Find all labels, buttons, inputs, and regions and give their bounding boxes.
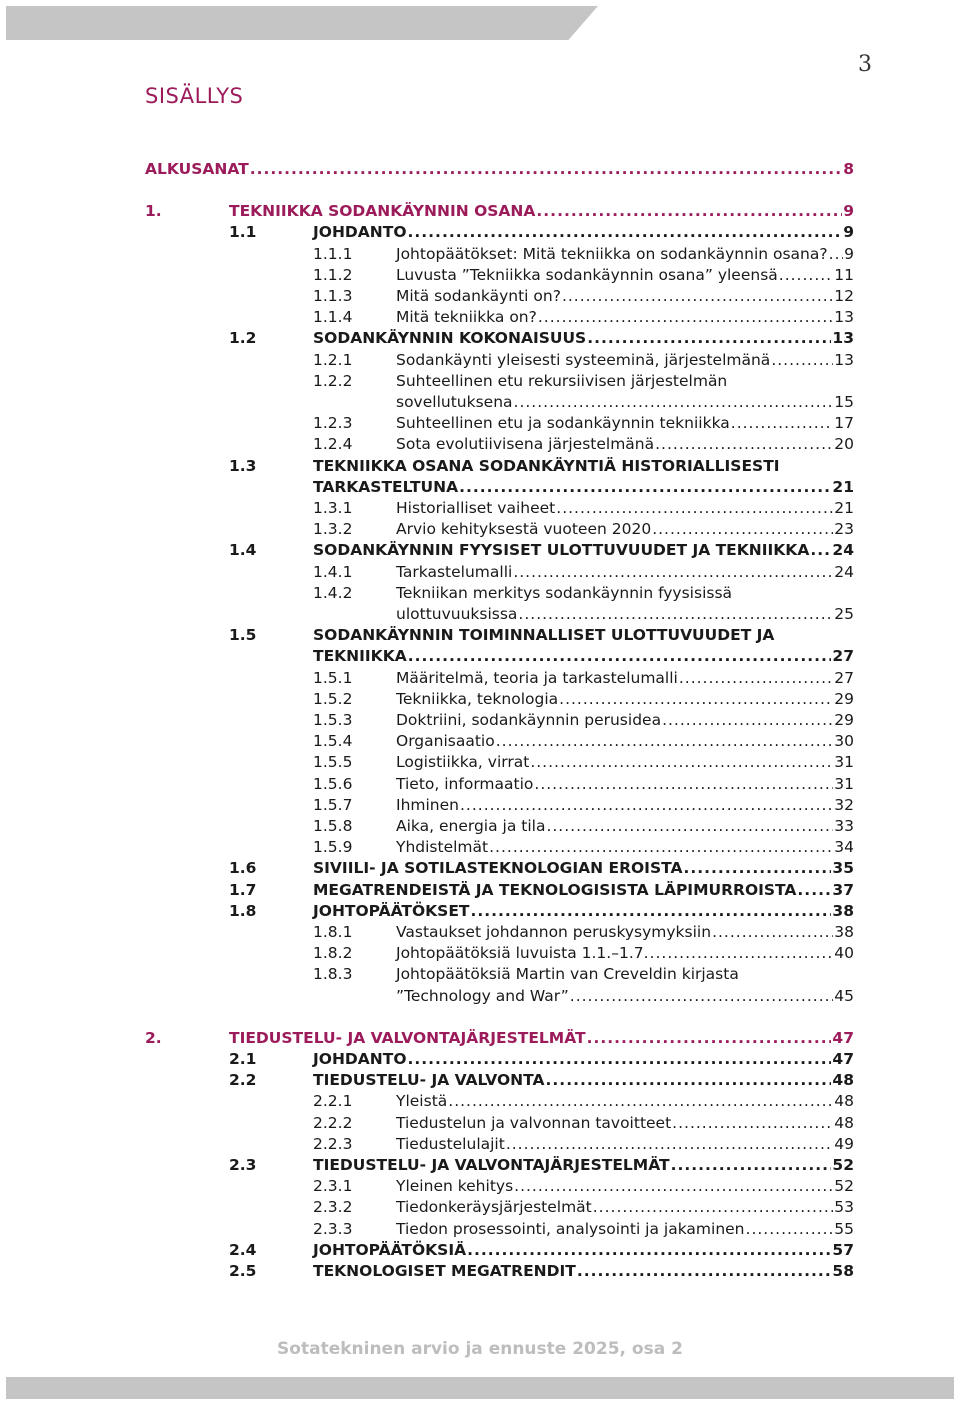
toc-entry-title: JOHDANTO — [313, 223, 407, 241]
toc-entry-number: 1.3.2 — [313, 520, 353, 538]
dot-leader — [534, 774, 833, 795]
toc-entry — [0, 328, 960, 349]
toc-entry-page: 34 — [834, 838, 854, 856]
toc-entry-number: 2.5 — [229, 1262, 257, 1280]
toc-entry-page: 38 — [832, 902, 854, 920]
toc-entry-title: Tekniikka, teknologia — [396, 690, 559, 708]
toc-entry-number: 1.1.2 — [313, 266, 353, 284]
toc-entry — [0, 350, 960, 371]
toc-entry — [0, 1176, 960, 1197]
toc-entry-page: 57 — [832, 1241, 854, 1259]
toc-entry-number: 1.4 — [229, 541, 257, 559]
toc-entry-title: Johtopäätöksiä Martin van Creveldin kirjasta — [396, 965, 739, 983]
toc-entry-number: 1.8.2 — [313, 944, 353, 962]
dot-leader — [652, 519, 833, 540]
toc-entry — [0, 1134, 960, 1155]
toc-entry — [0, 562, 960, 583]
toc-entry-number: 2.3.3 — [313, 1220, 353, 1238]
dot-leader — [250, 159, 843, 180]
toc-entry-page: 48 — [834, 1092, 854, 1110]
toc-entry-page: 8 — [843, 160, 854, 178]
toc-entry-title: Tiedon prosessointi, analysointi ja jakaminen — [396, 1220, 745, 1238]
dot-leader — [546, 816, 833, 837]
toc-entry-page: 38 — [834, 923, 854, 941]
toc-entry-title-continued: sovellutuksena — [396, 393, 513, 411]
dot-leader — [530, 752, 833, 773]
toc-entry-page: 32 — [834, 796, 854, 814]
toc-entry-title: Tekniikan merkitys sodankäynnin fyysisissä — [396, 584, 733, 602]
toc-entry-page: 47 — [832, 1050, 854, 1068]
toc-entry-title: JOHTOPÄÄTÖKSET — [313, 902, 470, 920]
bottom-decorative-band — [6, 1377, 954, 1399]
toc-entry-title: Tarkastelumalli — [396, 563, 513, 581]
dot-leader — [779, 265, 834, 286]
dot-leader — [546, 1070, 832, 1091]
dot-leader — [470, 901, 831, 922]
toc-entry-page: 37 — [832, 881, 854, 899]
dot-leader — [672, 1113, 833, 1134]
page-title: SISÄLLYS — [145, 84, 244, 108]
toc-entry-title: SODANKÄYNNIN KOKONAISUUS — [313, 329, 587, 347]
toc-entry-number: 1.5.7 — [313, 796, 353, 814]
toc-entry-page: 45 — [834, 987, 854, 1005]
dot-leader — [489, 837, 833, 858]
toc-entry — [0, 1070, 960, 1091]
toc-entry-number: 1.1.4 — [313, 308, 353, 326]
toc-entry-number: 1.5.9 — [313, 838, 353, 856]
toc-entry-title: Johtopäätöksiä luvuista 1.1.–1.7. — [396, 944, 649, 962]
toc-entry-page: 48 — [834, 1114, 854, 1132]
toc-entry — [0, 774, 960, 795]
toc-entry-title: JOHDANTO — [313, 1050, 407, 1068]
dot-leader — [538, 307, 833, 328]
toc-entry-title: Doktriini, sodankäynnin perusidea — [396, 711, 662, 729]
toc-entry — [0, 964, 960, 985]
toc-entry-number: 1.5.1 — [313, 669, 353, 687]
toc-entry — [0, 1113, 960, 1134]
toc-entry-title: TIEDUSTELU- JA VALVONTAJÄRJESTELMÄT — [229, 1029, 586, 1047]
dot-leader — [536, 201, 842, 222]
dot-leader — [408, 646, 832, 667]
toc-entry-page: 17 — [834, 414, 854, 432]
dot-leader — [467, 1240, 831, 1261]
toc-entry — [0, 625, 960, 646]
toc-entry-number: 2. — [145, 1029, 162, 1047]
toc-entry — [0, 413, 960, 434]
toc-entry-title: Ihminen — [396, 796, 459, 814]
toc-entry-number: 1.5.3 — [313, 711, 353, 729]
dot-leader — [731, 413, 834, 434]
toc-entry-page: 9 — [843, 202, 854, 220]
toc-entry-number: 1.4.2 — [313, 584, 353, 602]
toc-entry-title: Vastaukset johdannon peruskysymyksiin — [396, 923, 712, 941]
toc-entry — [0, 710, 960, 731]
toc-entry-page: 13 — [834, 308, 854, 326]
toc-entry — [0, 434, 960, 455]
toc-entry — [0, 752, 960, 773]
toc-entry — [0, 392, 960, 413]
toc-entry — [0, 244, 960, 265]
dot-leader — [559, 689, 833, 710]
dot-leader — [577, 1261, 832, 1282]
toc-entry-page: 9 — [843, 223, 854, 241]
toc-entry-title: JOHTOPÄÄTÖKSIÄ — [313, 1241, 467, 1259]
top-decorative-band — [6, 6, 598, 40]
toc-entry-title: TIEDUSTELU- JA VALVONTAJÄRJESTELMÄT — [313, 1156, 670, 1174]
toc-entry — [0, 986, 960, 1007]
toc-entry — [0, 689, 960, 710]
toc-entry-page: 52 — [832, 1156, 854, 1174]
toc-entry — [0, 816, 960, 837]
toc-entry — [0, 519, 960, 540]
dot-leader — [570, 986, 834, 1007]
toc-entry-page: 30 — [834, 732, 854, 750]
dot-leader — [679, 668, 833, 689]
toc-entry — [0, 1219, 960, 1240]
toc-entry-number: 2.3.1 — [313, 1177, 353, 1195]
dot-leader — [712, 922, 833, 943]
dot-leader — [587, 1028, 832, 1049]
toc-entry-page: 27 — [834, 669, 854, 687]
toc-entry — [0, 265, 960, 286]
toc-entry-page: 13 — [834, 351, 854, 369]
dot-leader — [746, 1219, 834, 1240]
toc-entry-title: SIVIILI- JA SOTILASTEKNOLOGIAN EROISTA — [313, 859, 683, 877]
toc-entry — [0, 604, 960, 625]
toc-entry — [0, 1155, 960, 1176]
toc-entry-page: 33 — [834, 817, 854, 835]
toc-entry — [0, 222, 960, 243]
toc-entry-title: Mitä sodankäynti on? — [396, 287, 561, 305]
toc-entry-title: Logistiikka, virrat — [396, 753, 530, 771]
toc-entry-title: Suhteellinen etu ja sodankäynnin tekniikka — [396, 414, 730, 432]
toc-entry-title: Tiedustelulajit — [396, 1135, 505, 1153]
toc-entry-page: 35 — [832, 859, 854, 877]
toc-entry-number: 1.5.2 — [313, 690, 353, 708]
toc-entry-number: 1.1.1 — [313, 245, 353, 263]
toc-entry-title: Yleistä — [396, 1092, 448, 1110]
toc-entry-title: Mitä tekniikka on? — [396, 308, 537, 326]
toc-entry-number: 1.4.1 — [313, 563, 353, 581]
dot-leader — [514, 392, 834, 413]
toc-entry-number: 2.1 — [229, 1050, 257, 1068]
toc-entry-page: 31 — [834, 775, 854, 793]
dot-leader — [771, 350, 833, 371]
toc-entry — [0, 1028, 960, 1049]
toc-entry-page: 58 — [832, 1262, 854, 1280]
toc-entry-page: 25 — [834, 605, 854, 623]
toc-entry-title: Määritelmä, teoria ja tarkastelumalli — [396, 669, 678, 687]
toc-entry-title: Yleinen kehitys — [396, 1177, 514, 1195]
toc-entry — [0, 943, 960, 964]
toc-entry-title: SODANKÄYNNIN FYYSISET ULOTTUVUUDET JA TEKNIIKKA — [313, 541, 810, 559]
toc-entry-number: 1.2.1 — [313, 351, 353, 369]
dot-leader — [587, 328, 831, 349]
toc-entry-title: Organisaatio — [396, 732, 495, 750]
toc-entry-title-continued: TEKNIIKKA — [313, 647, 407, 665]
toc-entry — [0, 646, 960, 667]
toc-entry — [0, 498, 960, 519]
toc-entry — [0, 922, 960, 943]
toc-entry-title: Tiedustelun ja valvonnan tavoitteet — [396, 1114, 672, 1132]
toc-entry-number: 2.2.1 — [313, 1092, 353, 1110]
dot-leader — [496, 731, 834, 752]
toc-entry-title: Luvusta ”Tekniikka sodankäynnin osana” yleensä — [396, 266, 778, 284]
toc-entry-title: TEKNIIKKA OSANA SODANKÄYNTIÄ HISTORIALLISESTI — [313, 457, 780, 475]
toc-entry-page: 53 — [834, 1198, 854, 1216]
toc-entry-page: 13 — [832, 329, 854, 347]
dot-leader — [448, 1091, 833, 1112]
toc-entry-page: 29 — [834, 711, 854, 729]
toc-entry-number: 1.2.3 — [313, 414, 353, 432]
toc-entry-page: 48 — [832, 1071, 854, 1089]
dot-leader — [556, 498, 833, 519]
toc-entry-title-continued: ulottuvuuksissa — [396, 605, 518, 623]
toc-entry-page: 24 — [834, 563, 854, 581]
toc-entry-title: TIEDUSTELU- JA VALVONTA — [313, 1071, 545, 1089]
toc-entry — [0, 307, 960, 328]
toc-entry — [0, 1261, 960, 1282]
toc-entry-page: 11 — [834, 266, 854, 284]
toc-entry-page: 40 — [834, 944, 854, 962]
toc-entry-number: 1. — [145, 202, 162, 220]
toc-entry — [0, 1240, 960, 1261]
dot-leader — [408, 1049, 832, 1070]
toc-entry — [0, 286, 960, 307]
toc-entry-page: 23 — [834, 520, 854, 538]
toc-entry-number: 1.7 — [229, 881, 257, 899]
dot-leader — [408, 222, 843, 243]
toc-entry-page: 15 — [834, 393, 854, 411]
toc-entry-title-continued: TARKASTELTUNA — [313, 478, 459, 496]
toc-entry-number: 1.5.5 — [313, 753, 353, 771]
page-number: 3 — [858, 52, 872, 77]
toc-entry — [0, 1049, 960, 1070]
toc-entry-number: 1.8.3 — [313, 965, 353, 983]
toc-entry — [0, 858, 960, 879]
toc-entry-number: 1.5 — [229, 626, 257, 644]
toc-entry-title: Tiedonkeräysjärjestelmät — [396, 1198, 592, 1216]
toc-entry-page: 12 — [834, 287, 854, 305]
toc-entry-page: 21 — [832, 478, 854, 496]
toc-entry-page: 31 — [834, 753, 854, 771]
toc-entry-title-continued: ”Technology and War” — [396, 987, 569, 1005]
toc-entry-page: 49 — [834, 1135, 854, 1153]
toc-entry — [0, 456, 960, 477]
dot-leader — [562, 286, 833, 307]
toc-entry-number: 1.6 — [229, 859, 257, 877]
toc-entry-title: Yhdistelmät — [396, 838, 489, 856]
dot-leader — [513, 562, 833, 583]
toc-entry-page: 52 — [834, 1177, 854, 1195]
toc-entry-page: 47 — [832, 1029, 854, 1047]
toc-entry — [0, 901, 960, 922]
toc-entry — [0, 1091, 960, 1112]
toc-entry — [0, 159, 960, 180]
toc-entry-page: 20 — [834, 435, 854, 453]
dot-leader — [683, 858, 831, 879]
toc-entry-page: 9 — [844, 245, 854, 263]
toc-entry-number: 1.1.3 — [313, 287, 353, 305]
dot-leader — [829, 244, 844, 265]
dot-leader — [662, 710, 833, 731]
toc-entry-title: Sota evolutiivisena järjestelmänä — [396, 435, 655, 453]
toc-entry-number: 2.4 — [229, 1241, 257, 1259]
dot-leader — [459, 477, 831, 498]
toc-entry-page: 21 — [834, 499, 854, 517]
toc-entry — [0, 583, 960, 604]
toc-entry-page: 55 — [834, 1220, 854, 1238]
footer-text: Sotatekninen arvio ja ennuste 2025, osa 2 — [277, 1339, 683, 1359]
toc-entry-title: Suhteellinen etu rekursiivisen järjestelmän — [396, 372, 728, 390]
dot-leader — [650, 943, 834, 964]
toc-entry-title: Arvio kehityksestä vuoteen 2020 — [396, 520, 652, 538]
toc-entry-title: Aika, energia ja tila — [396, 817, 546, 835]
toc-entry-title: Tieto, informaatio — [396, 775, 534, 793]
toc-entry-number: 1.1 — [229, 223, 257, 241]
toc-entry — [0, 837, 960, 858]
toc-entry-number: 1.2 — [229, 329, 257, 347]
toc-entry-number: 2.3.2 — [313, 1198, 353, 1216]
toc-entry-title: MEGATRENDEISTÄ JA TEKNOLOGISISTA LÄPIMURROISTA — [313, 881, 797, 899]
toc-entry-number: 1.5.4 — [313, 732, 353, 750]
dot-leader — [460, 795, 833, 816]
toc-entry-page: 29 — [834, 690, 854, 708]
toc-entry-number: 1.5.6 — [313, 775, 353, 793]
toc-entry — [0, 1197, 960, 1218]
toc-entry-number: 2.2.2 — [313, 1114, 353, 1132]
toc-entry — [0, 201, 960, 222]
toc-entry-page: 27 — [832, 647, 854, 665]
toc-entry-number: 1.3.1 — [313, 499, 353, 517]
toc-entry — [0, 795, 960, 816]
toc-entry — [0, 668, 960, 689]
dot-leader — [506, 1134, 833, 1155]
toc-entry-number: 1.3 — [229, 457, 257, 475]
dot-leader — [671, 1155, 832, 1176]
toc-entry-number: 2.2.3 — [313, 1135, 353, 1153]
toc-entry-number: 1.2.4 — [313, 435, 353, 453]
dot-leader — [518, 604, 833, 625]
dot-leader — [593, 1197, 834, 1218]
toc-entry-number: 2.2 — [229, 1071, 257, 1089]
toc-entry-title: Sodankäynti yleisesti systeeminä, järjestelmänä — [396, 351, 771, 369]
toc-entry — [0, 477, 960, 498]
toc-entry-number: 2.3 — [229, 1156, 257, 1174]
dot-leader — [810, 540, 831, 561]
toc-entry-number: 1.8.1 — [313, 923, 353, 941]
toc-entry-number: 1.8 — [229, 902, 257, 920]
toc-entry-title: TEKNOLOGISET MEGATRENDIT — [313, 1262, 576, 1280]
toc-entry-page: 24 — [832, 541, 854, 559]
dot-leader — [514, 1176, 833, 1197]
toc-entry-title: SODANKÄYNNIN TOIMINNALLISET ULOTTUVUUDET JA — [313, 626, 775, 644]
toc-entry — [0, 371, 960, 392]
toc-entry — [0, 540, 960, 561]
toc-entry-title: Johtopäätökset: Mitä tekniikka on sodankäynnin osana? — [396, 245, 828, 263]
toc-entry-title: ALKUSANAT — [145, 160, 249, 178]
toc-entry-number: 1.2.2 — [313, 372, 353, 390]
toc-entry — [0, 880, 960, 901]
toc-entry-number: 1.5.8 — [313, 817, 353, 835]
toc-entry — [0, 731, 960, 752]
dot-leader — [655, 434, 833, 455]
toc-entry-title: TEKNIIKKA SODANKÄYNNIN OSANA — [229, 202, 536, 220]
toc-entry-title: Historialliset vaiheet — [396, 499, 556, 517]
dot-leader — [797, 880, 831, 901]
